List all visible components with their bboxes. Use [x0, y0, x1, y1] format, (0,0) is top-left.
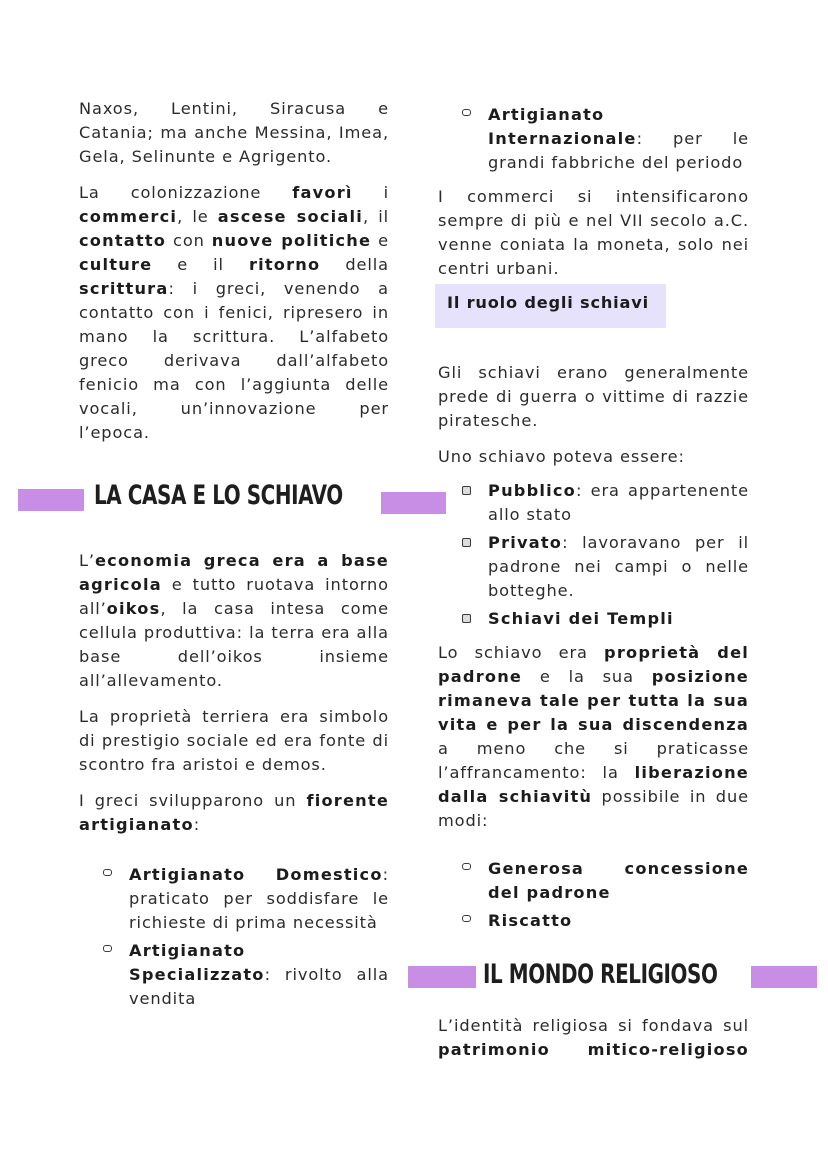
- bullet-icon: [462, 614, 471, 623]
- paragraph-slaves-origin: Gli schiavi erano generalmente prede di guerra o vittime di razzie piratesche.: [438, 363, 749, 430]
- bullet-icon: [103, 869, 112, 876]
- bullet-icon: [103, 945, 112, 952]
- bullet-icon: [462, 863, 471, 870]
- right-column-middle: [438, 361, 749, 937]
- list-item: Privato: lavoravano per il padrone nei campi o nelle botteghe.: [438, 531, 749, 603]
- section-heading-casa-schiavo: [0, 478, 450, 518]
- list-item: Schiavi dei Templi: [438, 607, 749, 631]
- list-slave-types: [438, 479, 749, 631]
- bullet-icon: [462, 915, 471, 922]
- list-item: Riscatto: [438, 909, 749, 933]
- heading-accent-bar-right: [381, 492, 446, 514]
- bullet-icon: [462, 538, 471, 547]
- list-item: Pubblico: era appartenente allo stato: [438, 479, 749, 527]
- list-liberation-modes: [438, 857, 749, 933]
- heading-text: LA CASA E LO SCHIAVO: [94, 480, 343, 511]
- bullet-icon: [462, 486, 471, 495]
- list-item: Artigianato Internazionale: per le grandi fabbriche del periodo: [438, 103, 749, 175]
- paragraph-slave-types-intro: Uno schiavo poteva essere:: [438, 447, 685, 466]
- paragraph-slave-property: Lo schiavo era proprietà del padrone e la sua posizione rimaneva tale per tutta la sua vita e per la sua discendenza a meno che si praticasse l’affrancamento: la liberazione dalla schiavitù possibile in due modi:: [438, 643, 749, 830]
- heading-accent-bar-left: [408, 966, 476, 988]
- left-column-lower: [79, 549, 389, 1015]
- paragraph-commerce: I commerci si intensificarono sempre di più e nel VII secolo a.C. venne coniata la moneta, solo nei centri urbani.: [438, 187, 749, 278]
- paragraph-religion: L’identità religiosa si fondava sul patrimonio mitico-religioso: [438, 1016, 749, 1059]
- bullet-icon: [462, 109, 471, 116]
- paragraph-artisans: I greci svilupparono un fiorente artigianato:: [79, 791, 389, 834]
- left-column: [79, 97, 389, 457]
- list-item: Generosa concessione del padrone: [438, 857, 749, 905]
- paragraph-economy: L’economia greca era a base agricola e tutto ruotava intorno all’oikos, la casa intesa come cellula produttiva: la terra era alla base dell’oikos insieme all’allevamento.: [79, 551, 389, 690]
- heading-accent-bar-right: [751, 966, 817, 988]
- heading-accent-bar-left: [18, 489, 84, 511]
- paragraph-property: La proprietà terriera era simbolo di prestigio sociale ed era fonte di scontro fra aristoi e demos.: [79, 707, 389, 774]
- right-column: [438, 103, 749, 293]
- section-heading-mondo-religioso: [405, 958, 823, 998]
- heading-text: IL MONDO RELIGIOSO: [483, 959, 718, 990]
- paragraph-cities: Naxos, Lentini, Siracusa e Catania; ma anche Messina, Imea, Gela, Selinunte e Agrigento.: [79, 99, 389, 166]
- right-column-lower: [438, 1014, 749, 1074]
- list-artisan-types: [79, 863, 389, 1011]
- list-item: Artigianato Domestico: praticato per soddisfare le richieste di prima necessità: [79, 863, 389, 935]
- list-artisan-international: [438, 103, 749, 175]
- subheading-schiavi: Il ruolo degli schiavi: [435, 284, 666, 328]
- paragraph-colonization: La colonizzazione favorì i commerci, le ascese sociali, il contatto con nuove politiche e culture e il ritorno della scrittura: i greci, venendo a contatto con i fenici, ripresero in mano la scrittura. L’alfabeto greco derivava dall’alfabeto fenicio ma con l’aggiunta delle vocali, un’innovazione per l’epoca.: [79, 183, 390, 442]
- list-item: Artigianato Specializzato: rivolto alla vendita: [79, 939, 389, 1011]
